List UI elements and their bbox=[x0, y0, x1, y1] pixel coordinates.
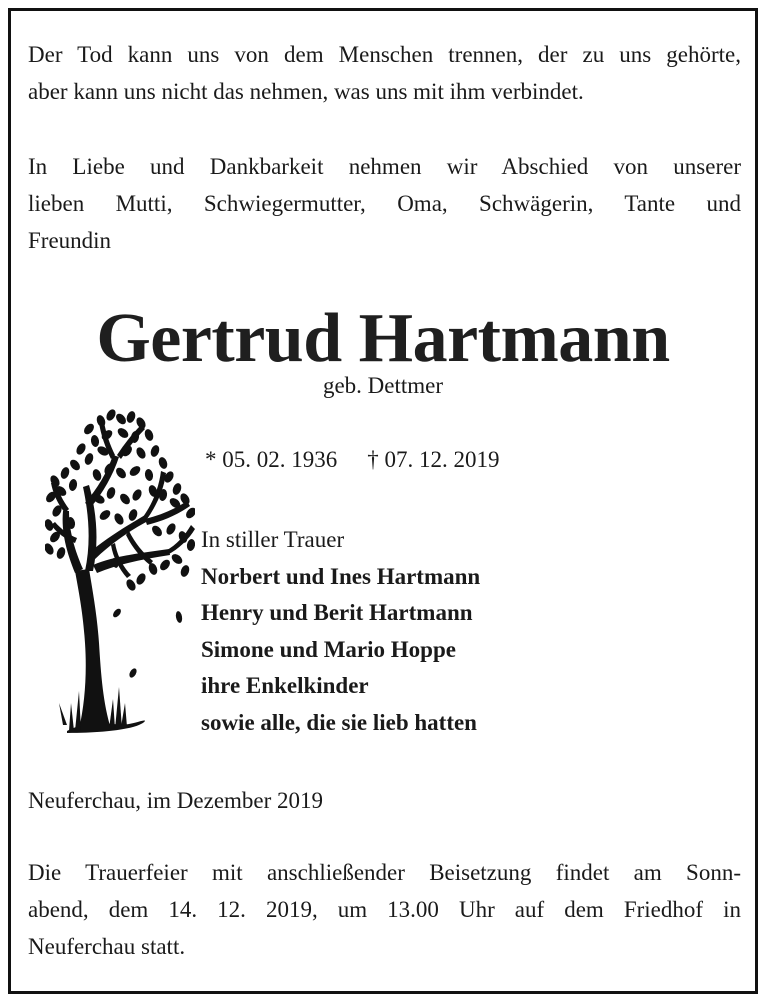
deceased-name: Gertrud Hartmann bbox=[96, 300, 670, 377]
funeral-notice bbox=[28, 854, 741, 965]
funeral-line-2: abend, dem 14. 12. 2019, um 13.00 Uhr auf dem Friedhof in bbox=[28, 897, 741, 922]
memorial-quote bbox=[28, 36, 741, 110]
mourner-line: ihre Enkelkinder bbox=[201, 673, 369, 698]
farewell-intro bbox=[28, 148, 741, 259]
quote-line-2: aber kann uns nicht das nehmen, was uns mit ihm verbindet. bbox=[28, 79, 584, 104]
place-and-date: Neuferchau, im Dezember 2019 bbox=[28, 788, 324, 813]
obituary-card bbox=[8, 8, 758, 994]
mourner-line: sowie alle, die sie lieb hatten bbox=[201, 709, 477, 735]
life-dates bbox=[205, 445, 500, 475]
intro-line-1: In Liebe und Dankbarkeit nehmen wir Abschied von unserer bbox=[28, 154, 741, 179]
funeral-line-1: Die Trauerfeier mit anschließender Beisetzung findet am Sonn- bbox=[28, 860, 741, 885]
mourners-block bbox=[201, 522, 480, 741]
mourner-line: Henry und Berit Hartmann bbox=[201, 600, 473, 625]
tree-icon bbox=[45, 403, 195, 735]
funeral-line-3: Neuferchau statt. bbox=[28, 934, 186, 959]
mourners-heading: In stiller Trauer bbox=[201, 527, 345, 552]
intro-line-2: lieben Mutti, Schwiegermutter, Oma, Schwägerin, Tante und bbox=[28, 191, 741, 216]
birth-name: geb. Dettmer bbox=[322, 373, 444, 398]
birth-date: * 05. 02. 1936 bbox=[205, 447, 338, 472]
mourner-line: Simone und Mario Hoppe bbox=[201, 636, 456, 662]
quote-line-1: Der Tod kann uns von dem Menschen trennen, der zu uns gehörte, bbox=[28, 42, 741, 67]
death-date: † 07. 12. 2019 bbox=[367, 447, 500, 472]
intro-line-3: Freundin bbox=[28, 228, 112, 253]
mourner-line: Norbert und Ines Hartmann bbox=[201, 563, 481, 589]
